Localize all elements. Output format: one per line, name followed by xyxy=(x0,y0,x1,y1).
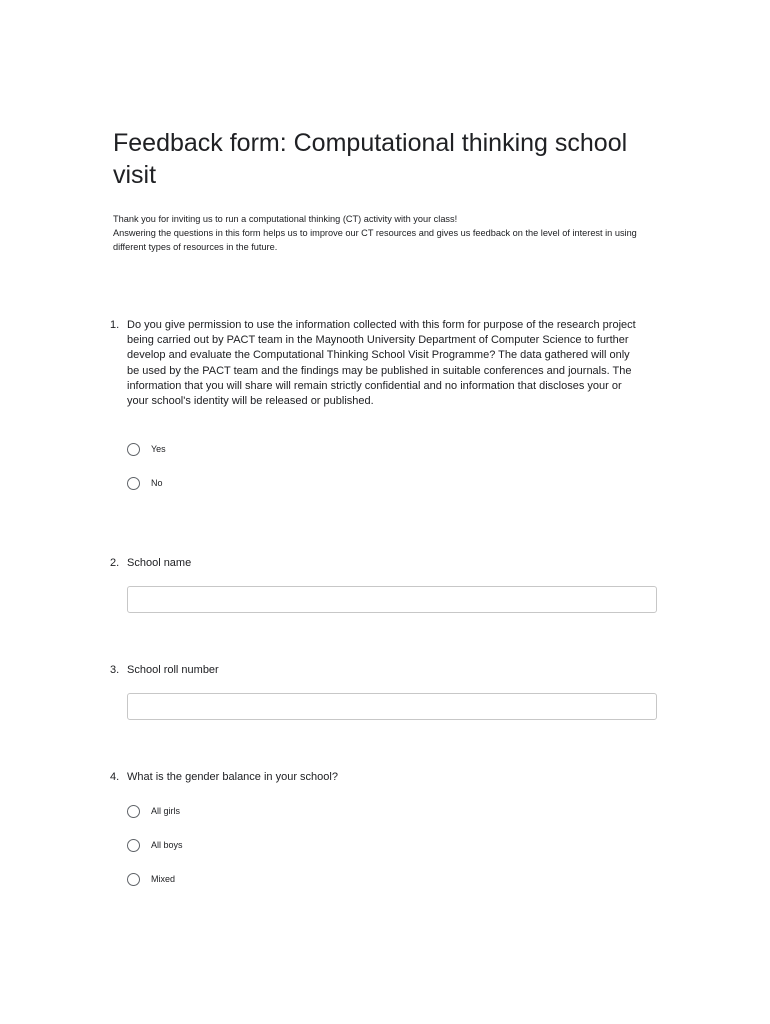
option-label: Yes xyxy=(151,444,166,454)
question-text: What is the gender balance in your school? xyxy=(127,771,338,783)
option-mixed[interactable] xyxy=(127,871,175,887)
radio-circle-icon[interactable] xyxy=(127,873,140,886)
question-number: 2. xyxy=(110,557,120,569)
option-all-boys[interactable] xyxy=(127,837,183,853)
option-label: All girls xyxy=(151,806,181,816)
radio-circle-icon[interactable] xyxy=(127,443,140,456)
question-text: School roll number xyxy=(127,664,219,676)
form-title: Feedback form: Computational thinking school visit xyxy=(113,129,628,189)
school-roll-number-input[interactable] xyxy=(127,693,657,720)
school-name-input[interactable] xyxy=(127,586,657,613)
radio-circle-icon[interactable] xyxy=(127,805,140,818)
form-description xyxy=(113,212,661,254)
form-description-line: Thank you for inviting us to run a computational thinking (CT) activity with your class! xyxy=(113,214,458,224)
question-number: 1. xyxy=(110,319,120,331)
option-no[interactable] xyxy=(127,475,163,491)
radio-circle-icon[interactable] xyxy=(127,839,140,852)
option-all-girls[interactable] xyxy=(127,803,180,819)
question-text: Do you give permission to use the information collected with this form for purpose of the research project being carried out by PACT team in the Maynooth University Department of Computer Science to further develop and evaluate the Computational Thinking School Visit Programme? The data gathered will only be used by the PACT team and the findings may be published in suitable conferences and journals. The information that you will share will remain strictly confidential and no information that discloses your or your school's identity will be released or published. xyxy=(127,319,636,408)
option-yes[interactable] xyxy=(127,441,166,457)
question-number: 3. xyxy=(110,664,120,676)
question-text: School name xyxy=(127,557,192,569)
form-description-line: Answering the questions in this form helps us to improve our CT resources and gives us feedback on the level of interest in using different types of resources in the future. xyxy=(113,228,637,252)
option-label: No xyxy=(151,478,163,488)
option-label: All boys xyxy=(151,840,183,850)
question-number: 4. xyxy=(110,771,120,783)
option-label: Mixed xyxy=(151,874,176,884)
radio-circle-icon[interactable] xyxy=(127,477,140,490)
